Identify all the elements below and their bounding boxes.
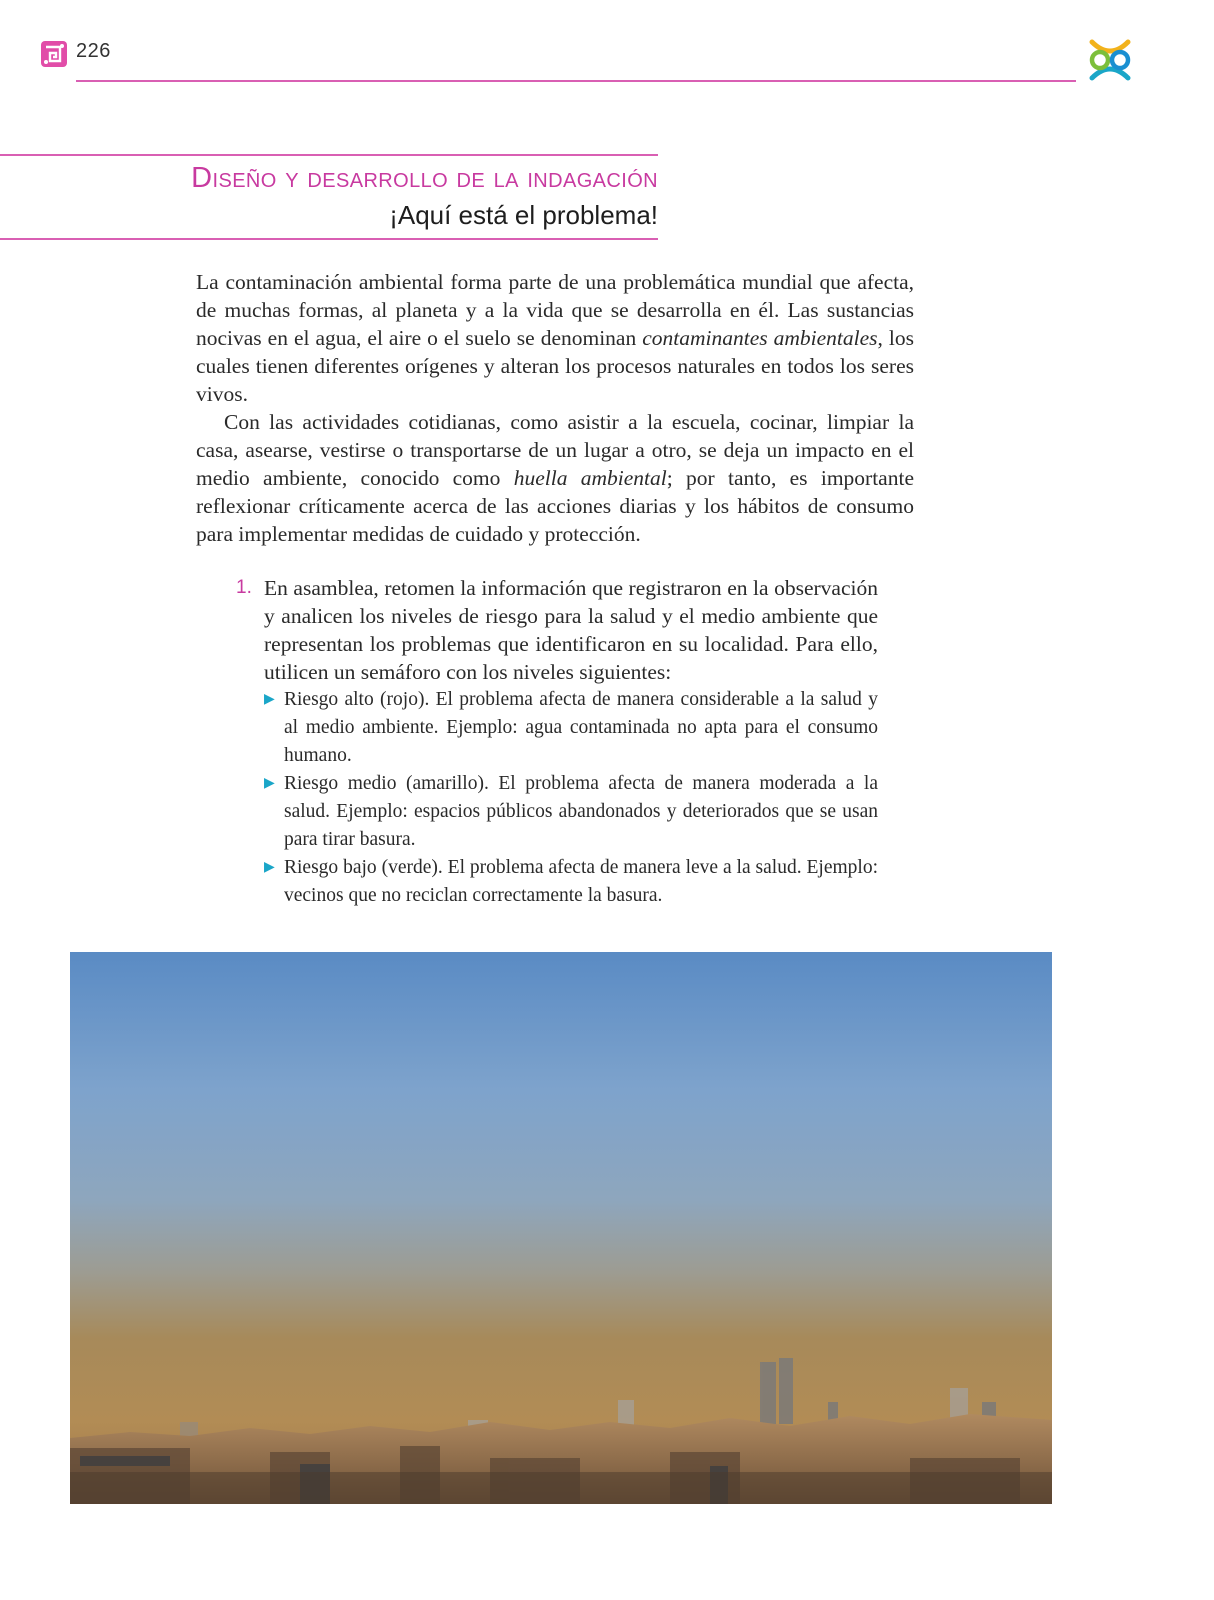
term-huella-ambiental: huella ambiental bbox=[513, 466, 667, 490]
heading-rule-top bbox=[0, 154, 658, 156]
triangle-bullet-icon: ▶ bbox=[264, 692, 275, 707]
intro-paragraph-2 bbox=[196, 408, 914, 548]
intro-text bbox=[196, 268, 914, 548]
heading-rule-bottom bbox=[0, 238, 658, 240]
intro-p2-start: Con las actividades cotidianas, como asistir a la escuela, cocinar, limpiar la casa, asearse, vestirse o transportarse de un lugar a otro, se deja un impacto en el medio ambiente, conocido como bbox=[196, 410, 914, 490]
intro-p1-start: La contaminación ambiental forma parte de una problemática mundial que afecta, de muchas formas, al planeta y a la vida que se desarrolla en él. Las sustancias nocivas en el agua, el aire o el suelo se denominan bbox=[196, 270, 914, 350]
list-item bbox=[264, 854, 878, 910]
risk-medium-text: Riesgo medio (amarillo). El problema afecta de manera moderada a la salud. Ejemplo: espacios públicos abandonados y deteriorados que se usan para tirar basura. bbox=[284, 773, 878, 850]
activity-instructions: En asamblea, retomen la información que registraron en la observación y analicen los niveles de riesgo para la salud y el medio ambiente que representan los problemas que identificaron en su localidad. Para ello, utilicen un semáforo con los niveles siguientes: bbox=[264, 576, 878, 684]
intro-p1-end: , los cuales tienen diferentes orígenes y alteran los procesos naturales en todos los seres vivos. bbox=[196, 326, 914, 406]
page-number: 226 bbox=[76, 40, 111, 62]
activity-1 bbox=[236, 574, 878, 910]
section-subheading: ¡Aquí está el problema! bbox=[389, 200, 658, 230]
decorative-spiral-glyph-icon bbox=[40, 40, 68, 68]
header-divider bbox=[76, 80, 1076, 82]
list-item bbox=[264, 770, 878, 854]
risk-levels-list bbox=[236, 686, 878, 910]
risk-high-text: Riesgo alto (rojo). El problema afecta de manera considerable a la salud y al medio ambiente. Ejemplo: agua contaminada no apta para el consumo humano. bbox=[284, 689, 878, 766]
list-item bbox=[264, 686, 878, 770]
triangle-bullet-icon: ▶ bbox=[264, 860, 275, 875]
interlocking-rings-logo-icon bbox=[1084, 34, 1136, 86]
smog-city-photo bbox=[70, 952, 1052, 1504]
intro-p2-end: ; por tanto, es importante reflexionar críticamente acerca de las acciones diarias y los hábitos de consumo para implementar medidas de cuidado y protección. bbox=[196, 466, 914, 546]
triangle-bullet-icon: ▶ bbox=[264, 776, 275, 791]
section-heading: Diseño y desarrollo de la indagación bbox=[191, 162, 658, 194]
activity-number: 1. bbox=[236, 577, 252, 598]
term-contaminantes-ambientales: contaminantes ambientales bbox=[642, 326, 878, 350]
intro-paragraph-1 bbox=[196, 268, 914, 408]
risk-low-text: Riesgo bajo (verde). El problema afecta de manera leve a la salud. Ejemplo: vecinos que no reciclan correctamente la basura. bbox=[284, 857, 878, 906]
